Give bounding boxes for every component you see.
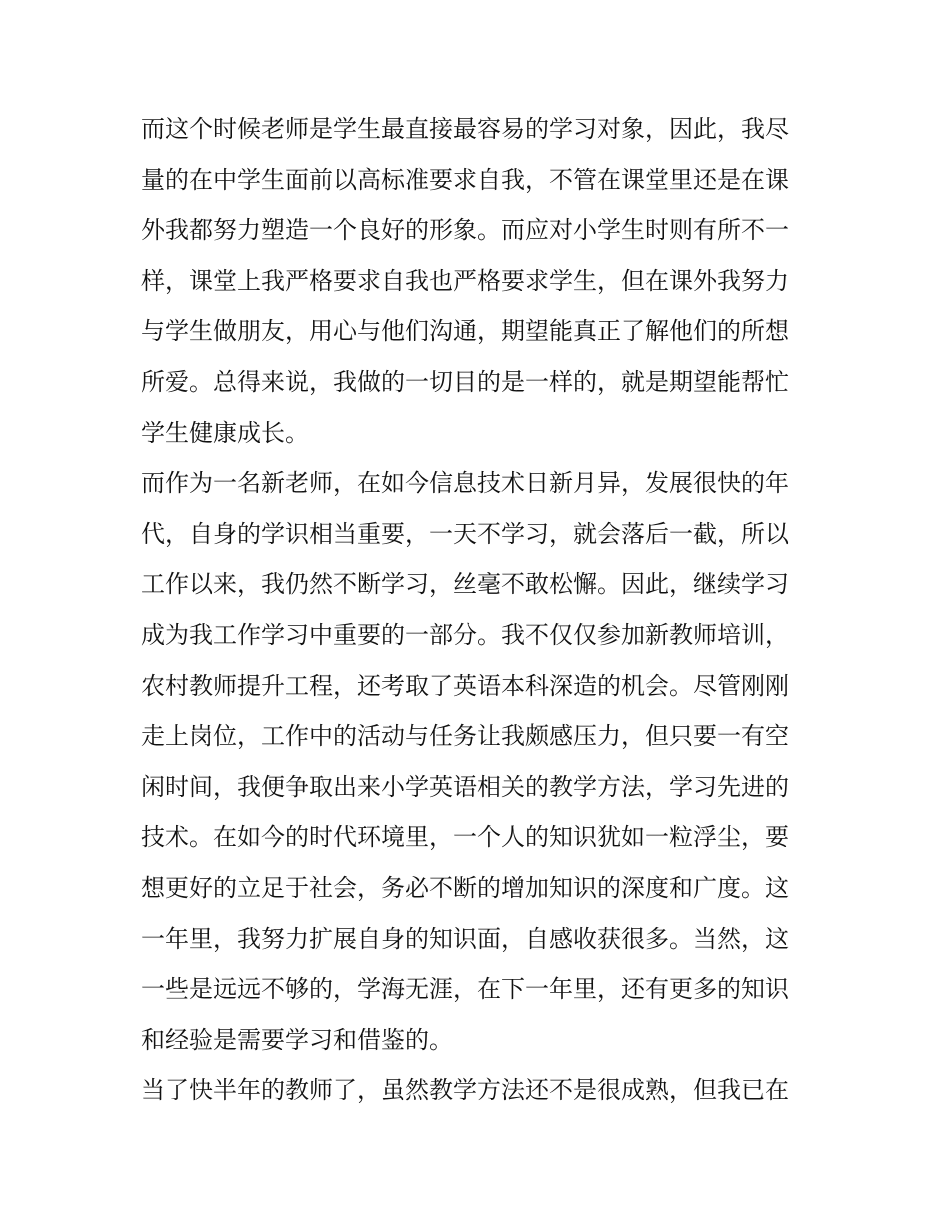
text-line: 当了快半年的教师了，虽然教学方法还不是很成熟，但我已在 xyxy=(141,1076,789,1105)
text-line: 农村教师提升工程，还考取了英语本科深造的机会。尽管刚刚 xyxy=(141,671,789,700)
text-line: 一年里，我努力扩展自身的知识面，自感收获很多。当然，这 xyxy=(141,924,789,953)
text-line: 与学生做朋友，用心与他们沟通，期望能真正了解他们的所想 xyxy=(141,317,789,346)
text-line: 走上岗位，工作中的活动与任务让我颇感压力，但只要一有空 xyxy=(141,722,789,751)
text-line: 代，自身的学识相当重要，一天不学习，就会落后一截，所以 xyxy=(141,519,789,548)
text-line: 而这个时候老师是学生最直接最容易的学习对象，因此，我尽 xyxy=(141,115,789,143)
text-line: 成为我工作学习中重要的一部分。我不仅仅参加新教师培训， xyxy=(141,620,789,649)
text-line: 想更好的立足于社会，务必不断的增加知识的深度和广度。这 xyxy=(141,873,789,902)
text-line: 技术。在如今的时代环境里，一个人的知识犹如一粒浮尘，要 xyxy=(141,823,789,852)
text-line: 学生健康成长。 xyxy=(141,418,309,447)
text-line: 一些是远远不够的，学海无涯，在下一年里，还有更多的知识 xyxy=(141,975,789,1004)
body-text xyxy=(141,104,821,1116)
text-line: 工作以来，我仍然不断学习，丝毫不敢松懈。因此，继续学习 xyxy=(141,570,789,599)
text-line: 所爱。总得来说，我做的一切目的是一样的，就是期望能帮忙 xyxy=(141,367,789,396)
text-line: 闲时间，我便争取出来小学英语相关的教学方法，学习先进的 xyxy=(141,772,789,801)
text-line: 而作为一名新老师，在如今信息技术日新月异，发展很快的年 xyxy=(141,469,789,498)
text-line: 外我都努力塑造一个良好的形象。而应对小学生时则有所不一 xyxy=(141,216,789,245)
text-line: 和经验是需要学习和借鉴的。 xyxy=(141,1025,453,1054)
text-line: 样，课堂上我严格要求自我也严格要求学生，但在课外我努力 xyxy=(141,266,789,295)
text-line: 量的在中学生面前以高标准要求自我，不管在课堂里还是在课 xyxy=(141,165,789,194)
